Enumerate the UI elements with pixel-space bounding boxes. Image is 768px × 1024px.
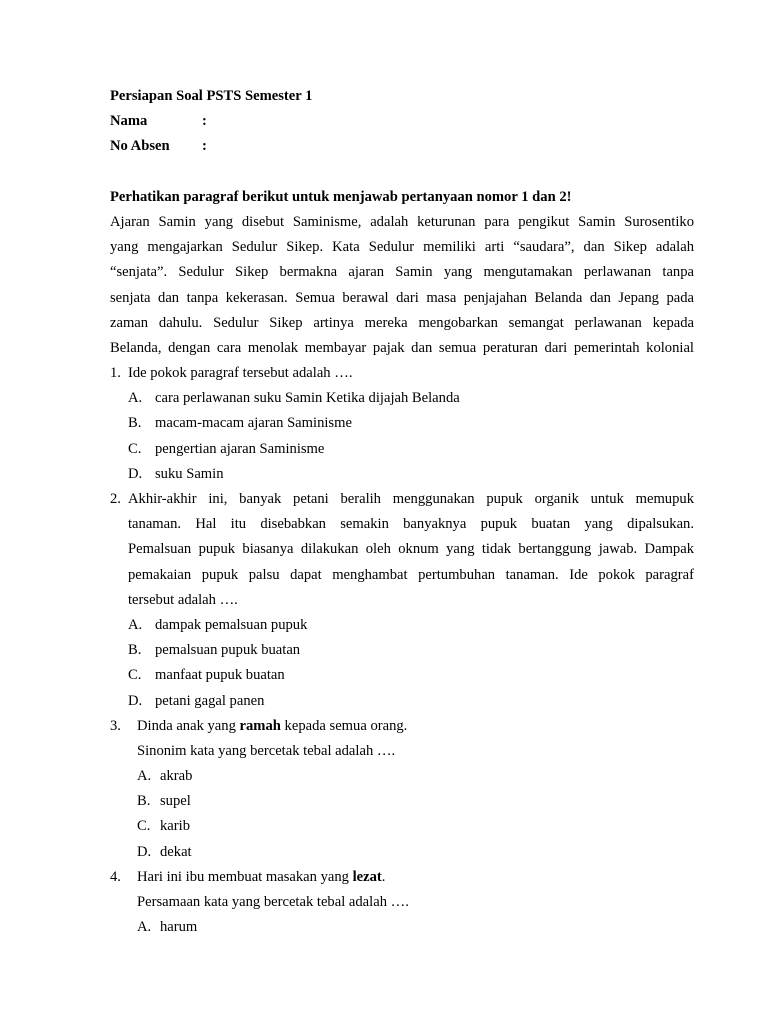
passage-line: yang mengajarkan Sedulur Sikep. Kata Sedulur memiliki arti “saudara”, dan Sikep adalah: [110, 239, 694, 256]
option-b[interactable]: [110, 638, 694, 663]
question-text: Akhir-akhir ini, banyak petani beralih menggunakan pupuk organik untuk memupuk: [128, 491, 694, 507]
option-c[interactable]: [110, 437, 694, 462]
question-number: 1.: [110, 365, 121, 382]
option-c[interactable]: [110, 663, 694, 688]
option-b[interactable]: [110, 789, 694, 814]
option-a[interactable]: [110, 386, 694, 411]
question-text: Hari ini ibu membuat masakan yang: [137, 868, 353, 885]
passage-line: zaman dahulu. Sedulur Sikep artinya mereka mengobarkan semangat perlawanan kepada: [110, 314, 694, 331]
absen-colon: :: [202, 138, 207, 155]
option-b[interactable]: [110, 411, 694, 436]
question-text-line: tersebut adalah ….: [128, 591, 238, 608]
option-letter: C.: [128, 440, 142, 457]
passage-line: Ajaran Samin yang disebut Saminisme, adalah keturunan para pengikut Samin Surosentiko: [110, 213, 694, 230]
option-letter: A.: [137, 919, 152, 936]
question-text: .: [381, 868, 386, 885]
name-field: [110, 109, 694, 134]
option-letter: A.: [128, 616, 143, 633]
option-letter: C.: [137, 818, 151, 835]
option-letter: B.: [137, 793, 151, 810]
question-stem: [110, 865, 694, 890]
question-stem: [110, 487, 694, 512]
option-letter: B.: [128, 415, 142, 432]
passage-line: “senjata”. Sedulur Sikep bermakna ajaran Samin yang mengutamakan perlawanan tanpa: [110, 264, 694, 281]
question-3: [110, 714, 694, 865]
option-text: harum: [160, 919, 198, 936]
question-1: [110, 361, 694, 487]
passage-paragraph: [110, 210, 694, 361]
option-letter: D.: [137, 843, 152, 860]
question-stem: [110, 714, 694, 739]
option-a[interactable]: [110, 613, 694, 638]
spacer: [110, 160, 694, 185]
question-number: 4.: [110, 868, 121, 885]
option-text: suku Samin: [155, 465, 224, 482]
option-d[interactable]: [110, 689, 694, 714]
option-text: petani gagal panen: [155, 692, 265, 709]
option-text: pengertian ajaran Saminisme: [155, 440, 325, 457]
question-stem: [110, 361, 694, 386]
question-4: [110, 865, 694, 941]
option-text: cara perlawanan suku Samin Ketika dijajah Belanda: [155, 390, 460, 407]
question-number: 3.: [110, 717, 121, 734]
option-text: dekat: [160, 843, 192, 860]
question-2: [110, 487, 694, 714]
question-text-line: tanaman. Hal itu disebabkan semakin banyaknya pupuk buatan yang dipalsukan.: [128, 516, 694, 533]
option-d[interactable]: [110, 462, 694, 487]
absen-label: No Absen: [110, 138, 170, 155]
option-text: akrab: [160, 768, 193, 785]
option-c[interactable]: [110, 814, 694, 839]
name-label: Nama: [110, 113, 148, 130]
question-text: Dinda anak yang: [137, 717, 240, 734]
option-a[interactable]: [110, 915, 694, 940]
option-d[interactable]: [110, 840, 694, 865]
option-letter: A.: [128, 390, 143, 407]
bold-word: ramah: [239, 717, 281, 734]
option-letter: D.: [128, 692, 143, 709]
question-text: kepada semua orang.: [280, 717, 408, 734]
document-title: Persiapan Soal PSTS Semester 1: [110, 88, 313, 104]
question-prompt: Persamaan kata yang bercetak tebal adalah ….: [137, 894, 409, 910]
absen-field: [110, 134, 694, 159]
question-text: Ide pokok paragraf tersebut adalah ….: [128, 365, 353, 382]
option-text: dampak pemalsuan pupuk: [155, 616, 308, 633]
question-prompt: Sinonim kata yang bercetak tebal adalah ….: [137, 742, 396, 759]
option-letter: B.: [128, 642, 142, 659]
option-a[interactable]: [110, 764, 694, 789]
name-colon: :: [202, 113, 207, 130]
bold-word: lezat: [352, 868, 382, 885]
question-text-line: pemakaian pupuk palsu dapat menghambat pertumbuhan tanaman. Ide pokok paragraf: [128, 566, 694, 583]
option-text: supel: [160, 793, 191, 810]
option-text: manfaat pupuk buatan: [155, 667, 285, 684]
passage-line: Belanda, dengan cara menolak membayar pajak dan semua peraturan dari pemerintah kolonial: [110, 339, 694, 356]
passage-line: senjata dan tanpa kekerasan. Semua berawal dari masa penjajahan Belanda dan Jepang pada: [110, 289, 694, 306]
option-text: pemalsuan pupuk buatan: [155, 642, 301, 659]
option-letter: A.: [137, 768, 152, 785]
document-page: [110, 84, 694, 940]
option-text: macam-macam ajaran Saminisme: [155, 415, 352, 432]
question-number: 2.: [110, 491, 121, 507]
option-text: karib: [160, 818, 190, 835]
passage-instruction: Perhatikan paragraf berikut untuk menjawab pertanyaan nomor 1 dan 2!: [110, 188, 572, 205]
question-text-line: Pemalsuan pupuk biasanya dilakukan oleh oknum yang tidak bertanggung jawab. Dampak: [128, 541, 694, 558]
option-letter: D.: [128, 465, 143, 482]
option-letter: C.: [128, 667, 142, 684]
